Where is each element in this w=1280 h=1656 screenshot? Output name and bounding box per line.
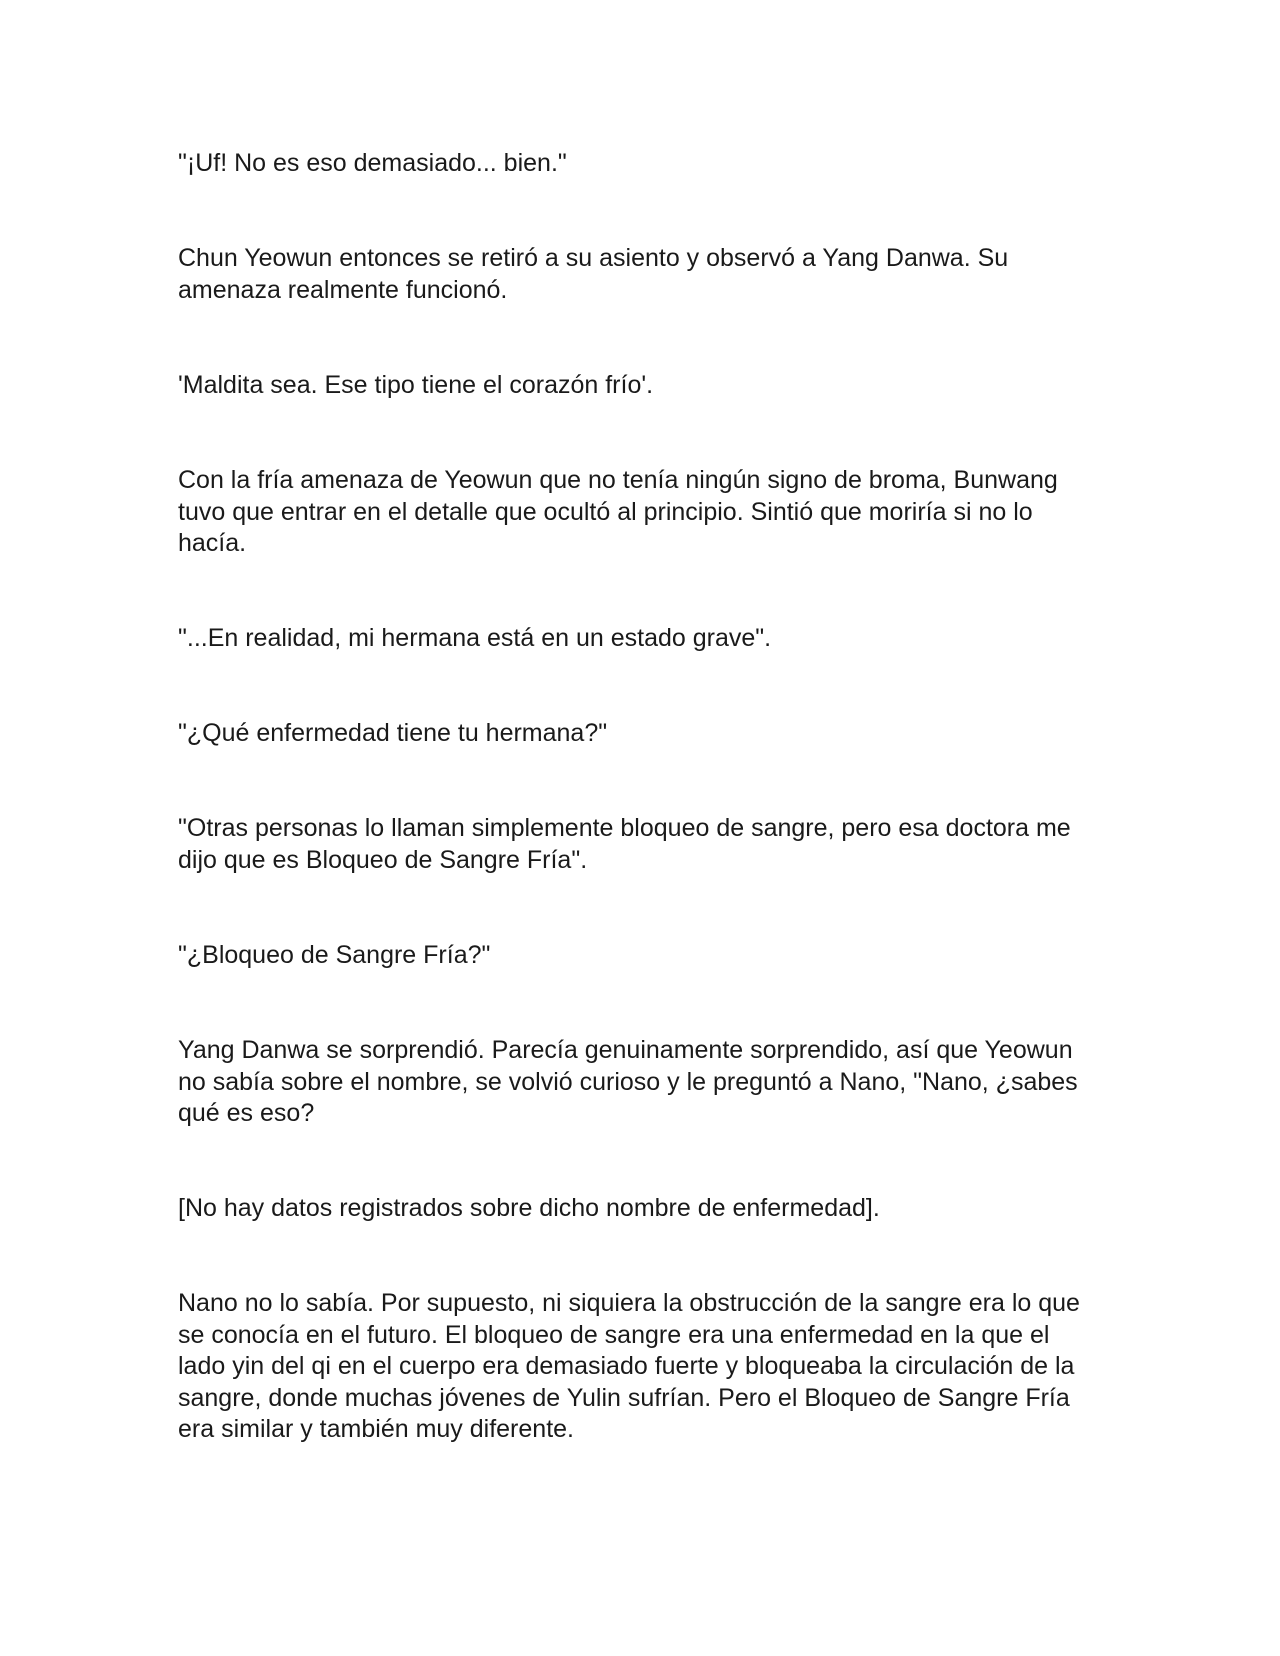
text-line: dijo que es Bloqueo de Sangre Fría". <box>178 845 588 874</box>
paragraph-dialogue-blood-block <box>178 813 1098 876</box>
text-line: "¿Bloqueo de Sangre Fría?" <box>178 941 491 969</box>
paragraph-chun-retreats <box>178 243 1098 306</box>
text-line: Con la fría amenaza de Yeowun que no tenía ningún signo de broma, Bunwang <box>178 466 1058 494</box>
paragraph-dialogue-cold-blood-block <box>178 940 1098 972</box>
paragraph-dialogue-sister-grave <box>178 623 1098 655</box>
text-line: "Otras personas lo llaman simplemente bloqueo de sangre, pero esa doctora me <box>178 814 1071 842</box>
text-line: no sabía sobre el nombre, se volvió curioso y le preguntó a Nano, "Nano, ¿sabes <box>178 1067 1078 1096</box>
text-line: Nano no lo sabía. Por supuesto, ni siquiera la obstrucción de la sangre era lo que <box>178 1289 1080 1317</box>
text-line: "...En realidad, mi hermana está en un estado grave". <box>178 624 772 652</box>
text-line: Chun Yeowun entonces se retiró a su asiento y observó a Yang Danwa. Su <box>178 244 1009 272</box>
paragraph-nano-no-data <box>178 1193 1098 1225</box>
text-line: se conocía en el futuro. El bloqueo de sangre era una enfermedad en la que el <box>178 1320 1050 1349</box>
text-line: amenaza realmente funcionó. <box>178 275 508 304</box>
text-line: [No hay datos registrados sobre dicho nombre de enfermedad]. <box>178 1194 880 1222</box>
paragraph-dialogue-which-illness <box>178 718 1098 750</box>
paragraph-dialogue-uf <box>178 148 1098 180</box>
text-line: qué es eso? <box>178 1099 315 1127</box>
paragraph-thought-maldita <box>178 370 1098 402</box>
text-line: tuvo que entrar en el detalle que ocultó al principio. Sintió que moriría si no lo <box>178 497 1033 526</box>
paragraph-nano-did-not-know <box>178 1288 1098 1446</box>
text-line: "¿Qué enfermedad tiene tu hermana?" <box>178 719 608 747</box>
text-line: sangre, donde muchas jóvenes de Yulin sufrían. Pero el Bloqueo de Sangre Fría <box>178 1383 1070 1412</box>
paragraph-yang-surprised <box>178 1035 1098 1130</box>
text-line: Yang Danwa se sorprendió. Parecía genuinamente sorprendido, así que Yeowun <box>178 1036 1073 1064</box>
text-line: lado yin del qi en el cuerpo era demasiado fuerte y bloqueaba la circulación de la <box>178 1352 1075 1380</box>
text-line: "¡Uf! No es eso demasiado... bien." <box>178 149 567 177</box>
text-line: era similar y también muy diferente. <box>178 1415 574 1443</box>
text-line: 'Maldita sea. Ese tipo tiene el corazón frío'. <box>178 371 654 399</box>
paragraph-cold-threat <box>178 465 1098 560</box>
text-line: hacía. <box>178 529 247 557</box>
